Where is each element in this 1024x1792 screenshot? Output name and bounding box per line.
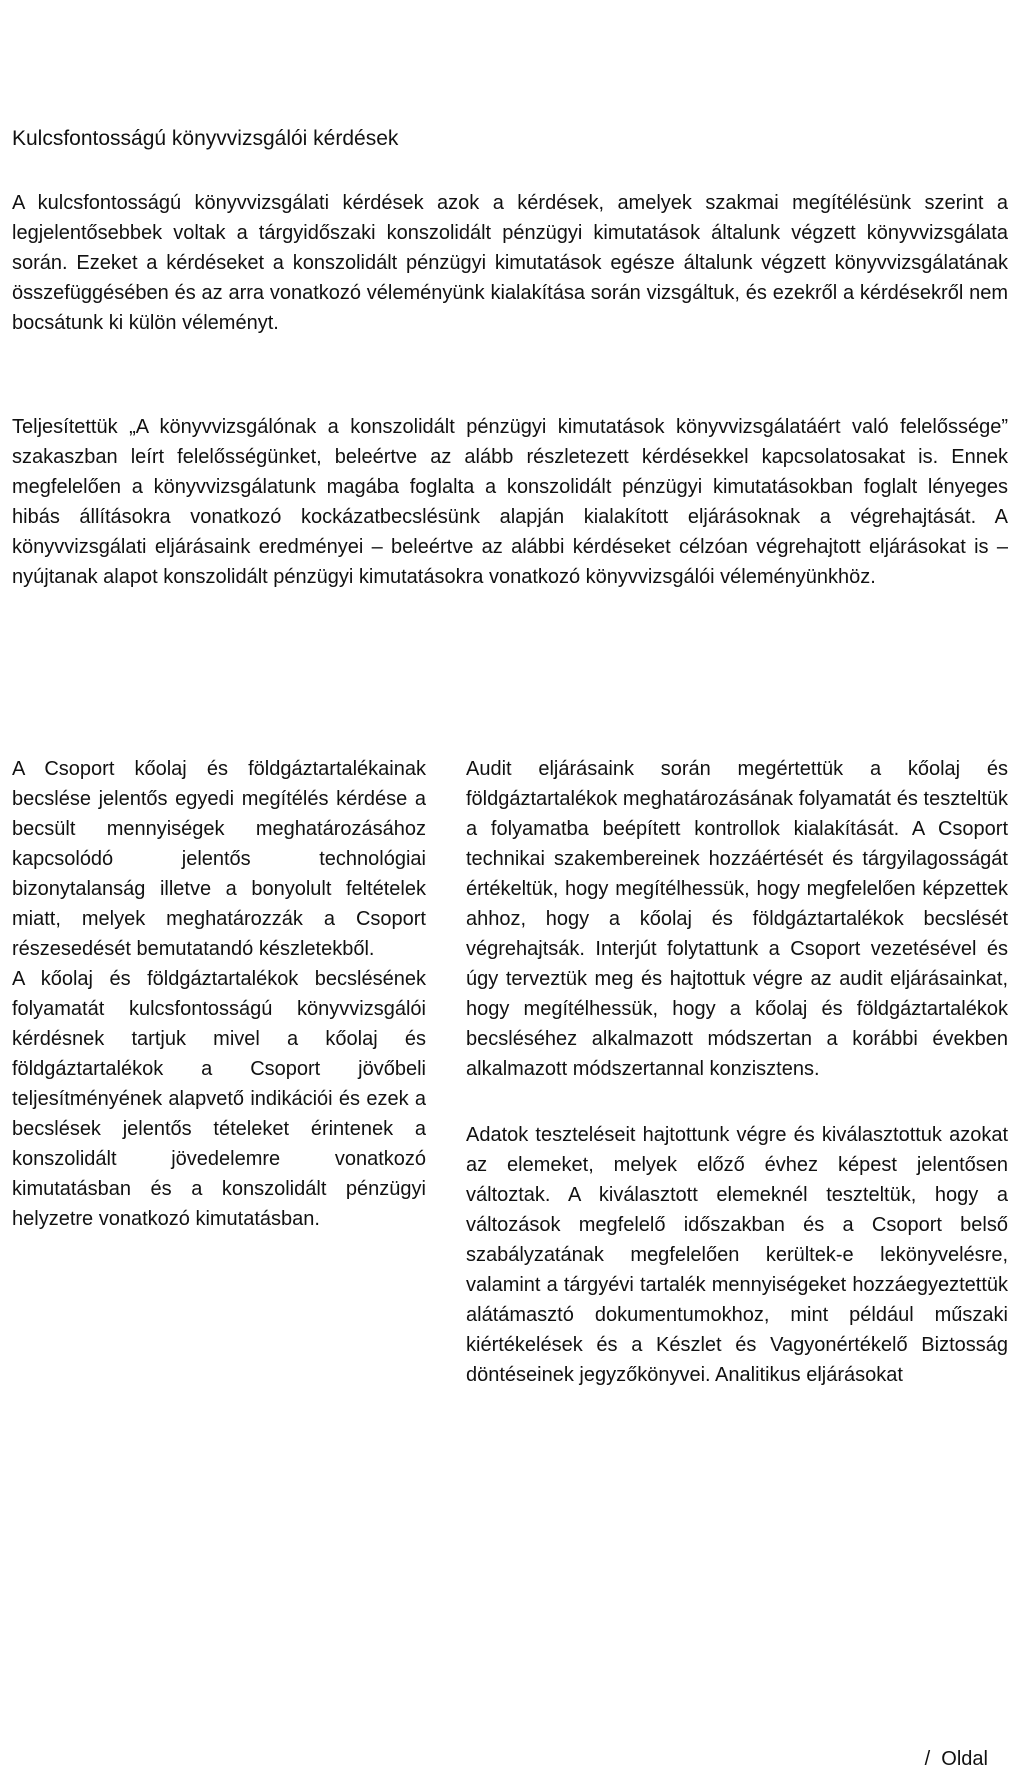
key-matter-description-paragraph: A kőolaj és földgáztartalékok becslésének folyamatát kulcsfontosságú könyvvizsgálói kérdésnek tartjuk mivel a kőolaj és földgáztartalékok a Csoport jövőbeli teljesítményének alapvető indikációi és ezek a becslések jelentős tételeket érintenek a konszolidált jövedelemre vonatkozó kimutatásban és a konszolidált pénzügyi helyzetre vonatkozó kimutatásban. <box>12 968 426 1230</box>
audit-response-column <box>466 754 1008 1390</box>
audit-response-paragraph: Adatok teszteléseit hajtottunk végre és kiválasztottuk azokat az elemeket, melyek előző évhez képest jelentősen változtak. A kiválasztott elemeknél teszteltük, hogy a változások megfelelő időszakban és a Csoport belső szabályzatának megfelelően kerültek-e lekönyvelésre, valamint a tárgyévi tartalék mennyiségeket hozzáegyeztettük alátámasztó dokumentumokhoz, mint például műszaki kiértékelések és a Készlet és Vagyonértékelő Biztosság döntéseinek jegyzőkönyvei. Analitikus eljárásokat <box>466 1124 1008 1386</box>
key-matter-description-column <box>12 754 426 1234</box>
section-heading: Kulcsfontosságú könyvvizsgálói kérdések <box>12 127 399 150</box>
key-matter-description-paragraph: A Csoport kőolaj és földgáztartalékainak becslése jelentős egyedi megítélés kérdése a becsült mennyiségek meghatározásához kapcsolódó jelentős technológiai bizonytalanság illetve a bonyolult feltételek miatt, melyek meghatározzák a Csoport részesedését bemutatandó készletekből. <box>12 758 426 960</box>
intro-paragraph: A kulcsfontosságú könyvvizsgálati kérdések azok a kérdések, amelyek szakmai megítélésünk szerint a legjelentősebbek voltak a tárgyidőszaki konszolidált pénzügyi kimutatások általunk végzett könyvvizsgálata során. Ezeket a kérdéseket a konszolidált pénzügyi kimutatások egésze általunk végzett könyvvizsgálatának összefüggésében és az arra vonatkozó véleményünk kialakítása során vizsgáltuk, és ezekről a kérdésekről nem bocsátunk ki külön véleményt. <box>12 192 1008 334</box>
page-number-label: / Oldal <box>924 1748 988 1770</box>
audit-response-paragraph: Audit eljárásaink során megértettük a kőolaj és földgáztartalékok meghatározásának folyamatát és teszteltük a folyamatba beépített kontrollok kialakítását. A Csoport technikai szakembereinek hozzáértését és tárgyilagosságát értékeltük, hogy megítélhessük, hogy megfelelően képzettek ahhoz, hogy a kőolaj és földgáztartalékok becslését végrehajtsák. Interjút folytattunk a Csoport vezetésével és úgy terveztük meg és hajtottuk végre az audit eljárásainkat, hogy megítélhessük, hogy a kőolaj és földgáztartalékok becsléséhez alkalmazott módszertan a korábbi években alkalmazott módszertannal konzisztens. <box>466 758 1008 1080</box>
fulfilment-paragraph: Teljesítettük „A könyvvizsgálónak a konszolidált pénzügyi kimutatások könyvvizsgálatáért való felelőssége” szakaszban leírt felelősségünket, beleértve az alább részletezett kérdésekkel kapcsolatosakat is. Ennek megfelelően a könyvvizsgálatunk magába foglalta a konszolidált pénzügyi kimutatásokban foglalt lényeges hibás állításokra vonatkozó kockázatbecslésünk alapján kialakított eljárásoknak a végrehajtását. A könyvvizsgálati eljárásaink eredményei – beleértve az alábbi kérdéseket célzóan végrehajtott eljárásokat is – nyújtanak alapot konszolidált pénzügyi kimutatásokra vonatkozó könyvvizsgálói véleményünkhöz. <box>12 416 1008 588</box>
